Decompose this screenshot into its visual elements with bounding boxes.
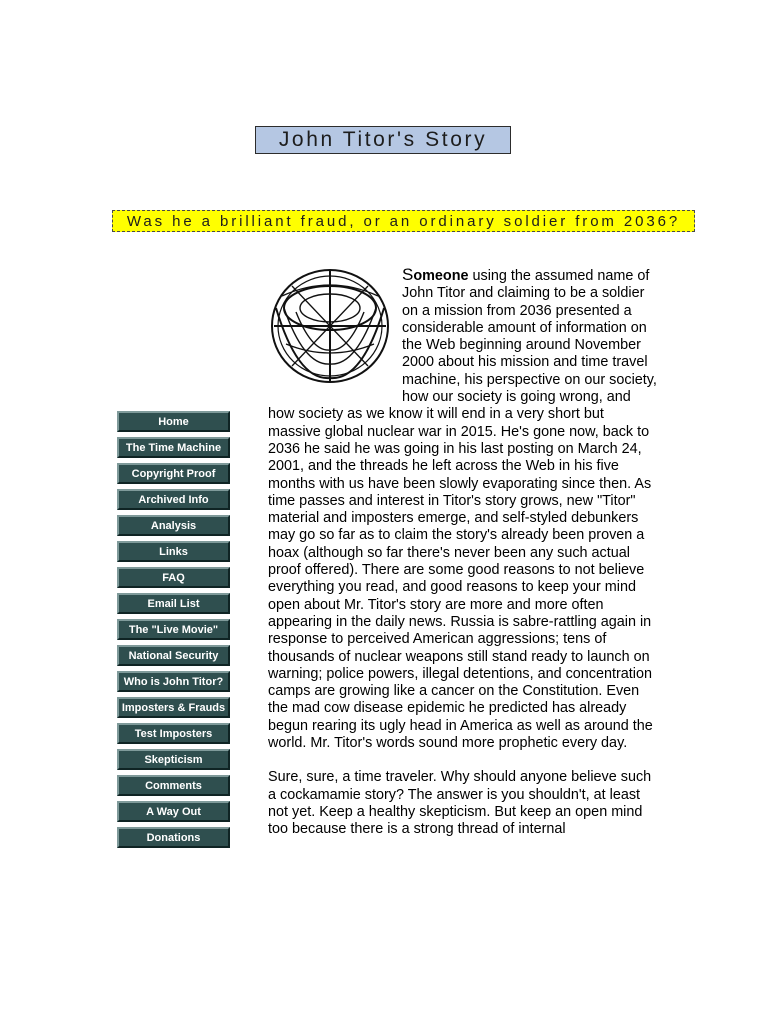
sidebar-nav: [117, 411, 230, 848]
nav-button-comments[interactable]: Comments: [117, 775, 230, 796]
nav-button-archived-info[interactable]: Archived Info: [117, 489, 230, 510]
nav-button-copyright-proof[interactable]: Copyright Proof: [117, 463, 230, 484]
nav-button-analysis[interactable]: Analysis: [117, 515, 230, 536]
page-subtitle: Was he a brilliant fraud, or an ordinary soldier from 2036?: [112, 210, 695, 232]
lead-word: omeone: [413, 268, 469, 284]
nav-button-time-machine[interactable]: The Time Machine: [117, 437, 230, 458]
nav-button-home[interactable]: Home: [117, 411, 230, 432]
article-body: [268, 266, 660, 856]
nav-button-faq[interactable]: FAQ: [117, 567, 230, 588]
nav-button-imposters-frauds[interactable]: Imposters & Frauds: [117, 697, 230, 718]
nav-button-skepticism[interactable]: Skepticism: [117, 749, 230, 770]
dropcap-letter: S: [402, 265, 414, 284]
time-travel-emblem-icon: [268, 266, 398, 394]
nav-button-a-way-out[interactable]: A Way Out: [117, 801, 230, 822]
paragraph-second: Sure, sure, a time traveler. Why should anyone believe such a cockamamie story? The answer is you shouldn't, at least not yet. Keep a healthy skepticism. But keep an open mind too because there is a strong thread of internal: [268, 769, 652, 838]
nav-button-live-movie[interactable]: The "Live Movie": [117, 619, 230, 640]
nav-button-test-imposters[interactable]: Test Imposters: [117, 723, 230, 744]
nav-button-donations[interactable]: Donations: [117, 827, 230, 848]
paragraph-intro-text: using the assumed name of John Titor and claiming to be a soldier on a mission from 2036 presented a considerable amount of information on the Web beginning around November 2000 about his mission and time travel machine, his perspective on our society, how our society is going wrong, and how society as we know it will end in a very short but massive global nuclear war in 2015. He's gone now, back to 2036 he said he was going in his last posting on March 24, 2001, and the threads he left across the Web in his five months with us have been slowly evaporating since then. As time passes and interest in Titor's story grows, new "Titor" material and imposters emerge, and self-styled debunkers may go so far as to claim the story's already been proven a hoax (although so far there's never been any such actual proof offered). There are some good reasons to not believe everything you read, and good reasons to keep your mind open about Mr. Titor's story are more and more often appearing in the daily news. Russia is sabre-rattling again in response to perceived American aggressions; tens of thousands of nuclear weapons still stand ready to launch on warning; police powers, illegal detentions, and concentration camps are growing like a cancer on the Constitution. Even the mad cow disease epidemic he predicted has already begun rearing its ugly head in America as well as around the world. Mr. Titor's words sound more prophetic every day.: [268, 268, 657, 752]
nav-button-links[interactable]: Links: [117, 541, 230, 562]
nav-button-national-security[interactable]: National Security: [117, 645, 230, 666]
nav-button-who-is-john-titor[interactable]: Who is John Titor?: [117, 671, 230, 692]
nav-button-email-list[interactable]: Email List: [117, 593, 230, 614]
page-title: John Titor's Story: [255, 126, 511, 154]
